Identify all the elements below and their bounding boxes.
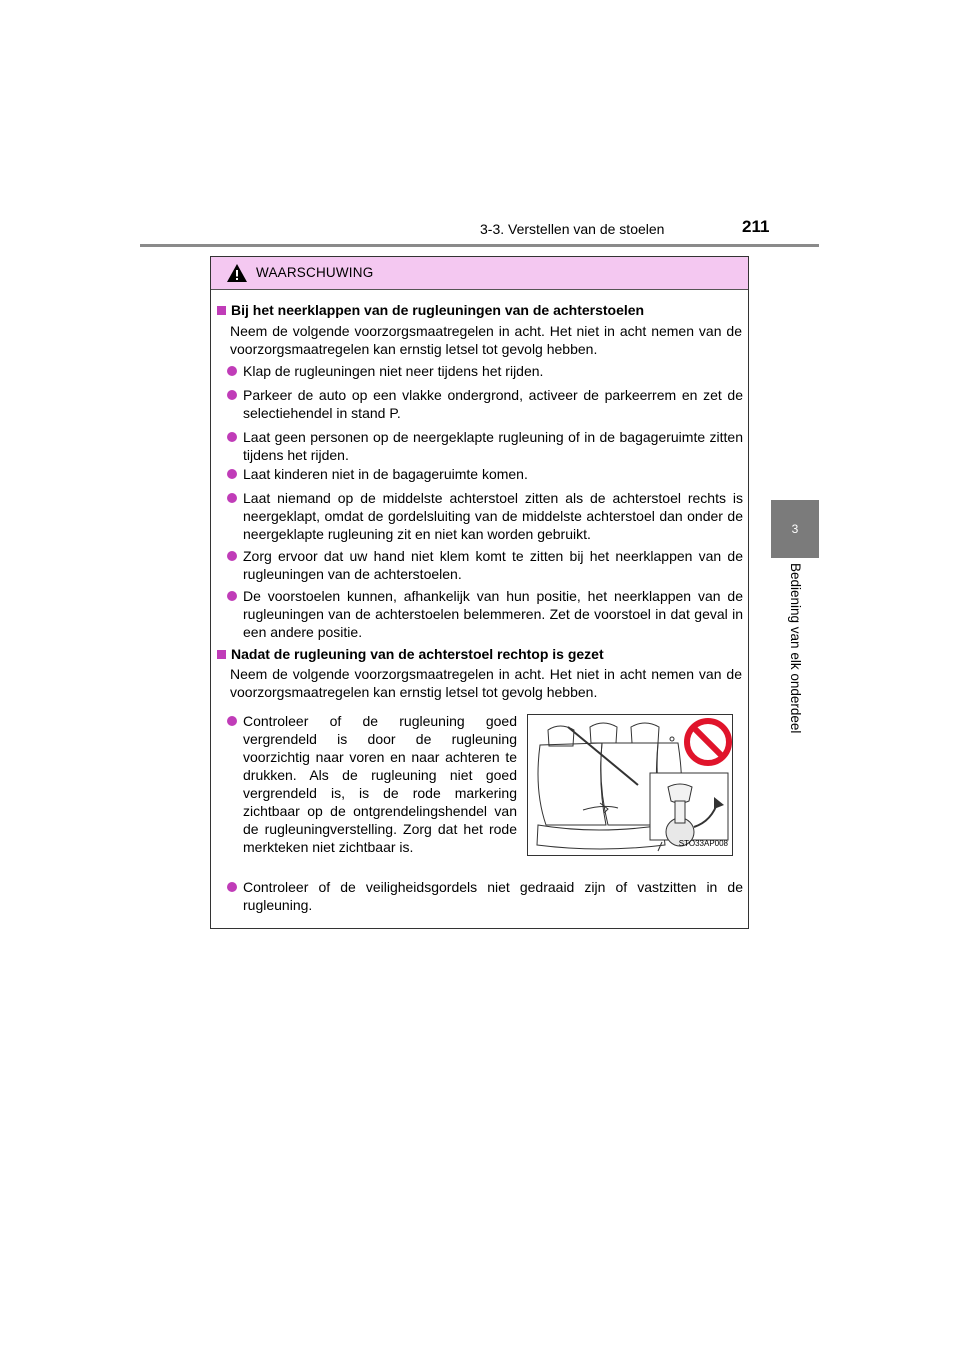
bullet-icon: [227, 493, 237, 503]
section-heading: Nadat de rugleuning van de achterstoel rechtop is gezet: [217, 645, 743, 663]
bullet-icon: [227, 469, 237, 479]
seat-lock-illustration: [527, 714, 733, 856]
chapter-title: Bediening van elk onderdeel: [788, 563, 803, 734]
list-item: Klap de rugleuningen niet neer tijdens het rijden.: [227, 362, 743, 380]
warning-box: [210, 256, 749, 929]
list-item: Zorg ervoor dat uw hand niet klem komt te zitten bij het neerklappen van de rugleuningen van de achterstoelen.: [227, 547, 743, 583]
list-item: Laat kinderen niet in de bagageruimte komen.: [227, 465, 743, 483]
bullet-icon: [227, 591, 237, 601]
warning-label: WAARSCHUWING: [256, 265, 374, 280]
bullet-icon: [227, 882, 237, 892]
header-section-title: 3-3. Verstellen van de stoelen: [480, 221, 665, 237]
bullet-icon: [227, 551, 237, 561]
list-item: Laat niemand op de middelste achterstoel zitten als de achterstoel rechts is neergeklapt, omdat de gordelsluiting van de middelste achterstoel dan onder de neergeklapte rugleuning zit en niet kan worden gebruikt.: [227, 489, 743, 543]
illustration-code: STO33AP008: [678, 839, 728, 848]
list-item: Controleer of de rugleuning goed vergrendeld is door de rugleuning voorzichtig naar voren en naar achteren te drukken. Als de rugleuning niet goed vergrendeld is, is de rode markering zichtbaar op de ontgrendelingshendel van de rugleuningverstelling. Zorg dat het rode merkteken niet zichtbaar is.: [227, 712, 517, 856]
bullet-icon: [227, 390, 237, 400]
square-bullet-icon: [217, 306, 226, 315]
section-intro: Neem de volgende voorzorgsmaatregelen in acht. Het niet in acht nemen van de voorzorgsmaatregelen kan ernstig letsel tot gevolg hebben.: [230, 323, 742, 357]
bullet-icon: [227, 366, 237, 376]
chapter-tab[interactable]: [771, 500, 819, 558]
section-heading: Bij het neerklappen van de rugleuningen van de achterstoelen: [217, 301, 743, 319]
bullet-icon: [227, 432, 237, 442]
list-item: Controleer of de veiligheidsgordels niet gedraaid zijn of vastzitten in de rugleuning.: [227, 878, 743, 914]
list-item: De voorstoelen kunnen, afhankelijk van hun positie, het neerklappen van de rugleuningen van de achterstoelen belemmeren. Zet de voorstoel in dat geval in een andere positie.: [227, 587, 743, 641]
list-item: Laat geen personen op de neergeklapte rugleuning of in de bagageruimte zitten tijdens het rijden.: [227, 428, 743, 464]
header-divider: [140, 244, 819, 247]
page-number: 211: [742, 217, 770, 236]
bullet-icon: [227, 716, 237, 726]
square-bullet-icon: [217, 650, 226, 659]
list-item: Parkeer de auto op een vlakke ondergrond, activeer de parkeerrem en zet de selectiehendel in stand P.: [227, 386, 743, 422]
section-intro: Neem de volgende voorzorgsmaatregelen in acht. Het niet in acht nemen van de voorzorgsmaatregelen kan ernstig letsel tot gevolg hebben.: [230, 666, 742, 700]
chapter-number: 3: [791, 522, 799, 536]
